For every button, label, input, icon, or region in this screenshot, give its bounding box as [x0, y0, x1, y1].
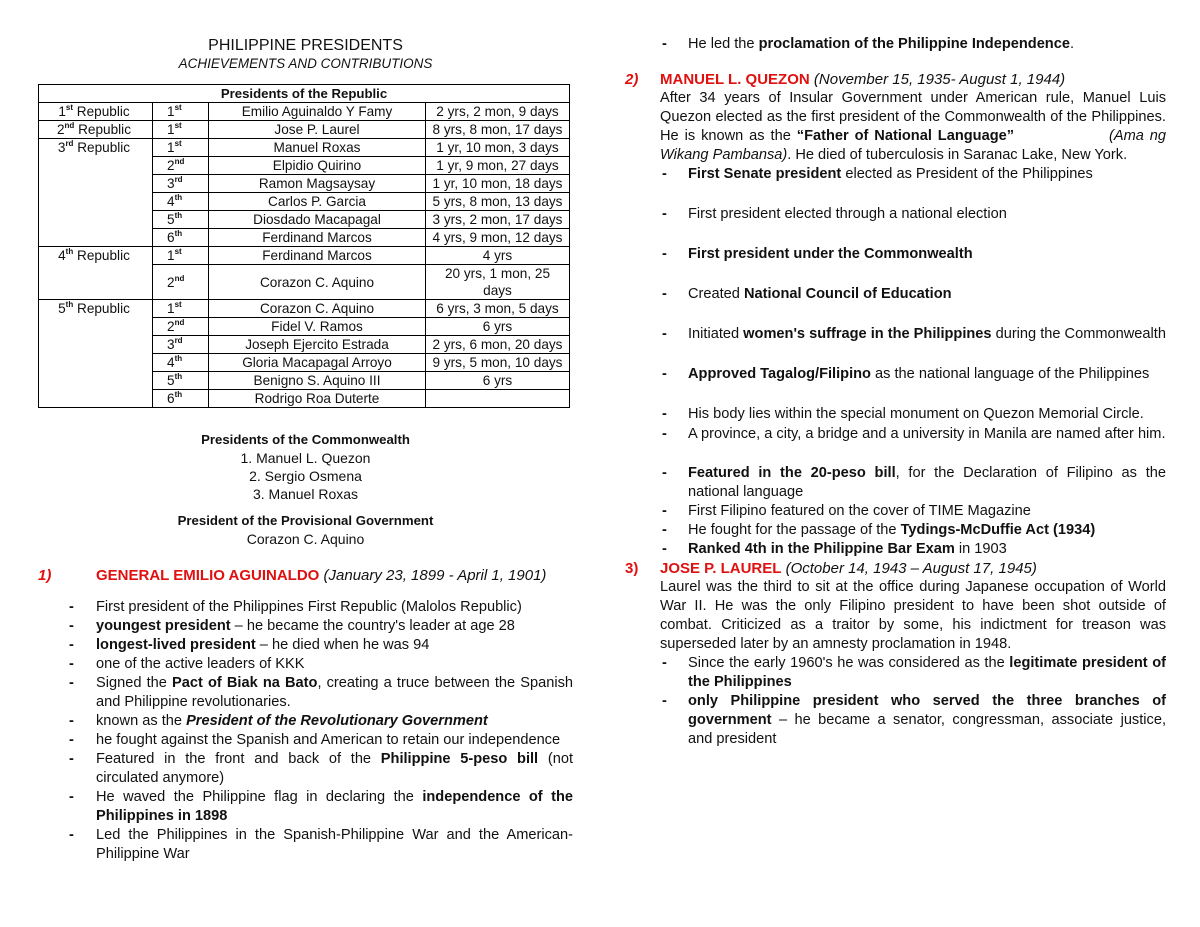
table-cell-republic: 3rd Republic	[39, 139, 153, 157]
table-row	[39, 300, 570, 318]
table-body	[39, 103, 570, 408]
ordinal-suffix: st	[174, 139, 182, 148]
item-text: He fought for the passage of the	[688, 522, 901, 538]
table-cell-name: Rodrigo Roa Duterte	[209, 390, 426, 408]
table-cell-order: 4th	[153, 354, 209, 372]
item-text: elected as President of the Philippines	[841, 166, 1093, 182]
list-item	[660, 285, 1166, 304]
table-cell-term	[426, 390, 570, 408]
item-text: Since the early 1960's he was considered as the	[688, 655, 1010, 671]
ordinal-suffix: st	[65, 103, 73, 112]
list-item	[38, 712, 573, 731]
ordinal-suffix: th	[174, 372, 183, 381]
table-cell-name: Jose P. Laurel	[209, 121, 426, 139]
table-cell-name: Elpidio Quirino	[209, 157, 426, 175]
section-name: JOSE P. LAUREL	[660, 560, 782, 577]
list-item	[38, 674, 573, 712]
list-item	[38, 731, 573, 750]
item-bold: National Council of Education	[743, 286, 952, 302]
ordinal-suffix: th	[174, 354, 183, 363]
table-cell-name: Fidel V. Ramos	[209, 318, 426, 336]
commonwealth-item: 1. Manuel L. Quezon	[240, 450, 371, 466]
list-item	[660, 540, 1166, 559]
item-text: First president of the Philippines First Republic (Malolos Republic)	[96, 599, 522, 615]
table-cell-term: 6 yrs	[426, 318, 570, 336]
item-bold: independence of the Philippines in 1898	[96, 789, 573, 824]
section-number: 3)	[625, 560, 639, 577]
table-cell-name: Benigno S. Aquino III	[209, 372, 426, 390]
ordinal-suffix: th	[65, 300, 74, 310]
table-cell-order: 5th	[153, 372, 209, 390]
page-title: PHILIPPINE PRESIDENTS	[208, 37, 403, 54]
item-bold: First Senate president	[688, 166, 842, 182]
table-cell-order: 1st	[153, 247, 209, 265]
aguinaldo-list	[38, 598, 573, 864]
commonwealth-title: Presidents of the Commonwealth	[201, 432, 410, 447]
table-cell-term: 6 yrs	[426, 372, 570, 390]
list-item	[38, 598, 573, 617]
list-item	[660, 35, 1166, 54]
ordinal-suffix: rd	[65, 139, 74, 149]
quezon-list	[660, 165, 1166, 559]
table-cell-term: 2 yrs, 6 mon, 20 days	[426, 336, 570, 354]
table-cell-name: Carlos P. Garcia	[209, 193, 426, 211]
table-cell-term: 3 yrs, 2 mon, 17 days	[426, 211, 570, 229]
ordinal-suffix: rd	[174, 175, 183, 184]
item-text: (not circulated anymore)	[96, 751, 574, 786]
table-cell-term: 8 yrs, 8 mon, 17 days	[426, 121, 570, 139]
table-cell-order: 2nd	[153, 265, 209, 300]
item-text: , creating a truce between the Spanish and Philippine revolutionaries.	[96, 675, 573, 710]
table-cell-term: 2 yrs, 2 mon, 9 days	[426, 103, 570, 121]
item-text: He led the	[688, 36, 759, 52]
ordinal-suffix: st	[174, 103, 182, 112]
item-text: as the national language of the Philippines	[870, 366, 1150, 382]
table-cell-republic	[39, 336, 153, 354]
ordinal-suffix: st	[174, 247, 182, 256]
table-cell-republic: 5th Republic	[39, 300, 153, 318]
quezon-paragraph	[660, 89, 1166, 165]
table-cell-republic	[39, 193, 153, 211]
ordinal-suffix: nd	[174, 273, 185, 283]
table-row	[39, 157, 570, 175]
ordinal-suffix: th	[65, 247, 74, 257]
ordinal-suffix: th	[174, 229, 183, 238]
table-cell-name: Corazon C. Aquino	[209, 265, 426, 300]
item-text: – he died when he was 94	[255, 637, 430, 653]
item-bold: women's suffrage in the Philippines	[743, 326, 992, 342]
table-cell-republic	[39, 265, 153, 300]
commonwealth-item: 3. Manuel Roxas	[252, 486, 359, 502]
item-bold: proclamation of the Philippine Independence	[758, 36, 1070, 52]
table-cell-order: 5th	[153, 211, 209, 229]
table-row	[39, 103, 570, 121]
table-cell-order: 6th	[153, 390, 209, 408]
ordinal-suffix: th	[174, 193, 183, 202]
table-cell-order: 1st	[153, 139, 209, 157]
item-text: .	[1069, 36, 1075, 52]
table-row	[39, 211, 570, 229]
table-cell-term: 6 yrs, 3 mon, 5 days	[426, 300, 570, 318]
table-header-row	[39, 85, 570, 103]
item-bold: First president under the Commonwealth	[688, 246, 973, 262]
item-text: in 1903	[954, 541, 1007, 557]
list-item	[660, 405, 1166, 424]
list-item	[660, 424, 1166, 445]
commonwealth-item: 2. Sergio Osmena	[249, 468, 362, 484]
ordinal-suffix: nd	[174, 318, 185, 327]
table-cell-republic: 4th Republic	[39, 247, 153, 265]
table-row	[39, 354, 570, 372]
table-cell-republic	[39, 157, 153, 175]
left-column	[38, 0, 573, 864]
list-item	[660, 521, 1166, 540]
table-cell-term: 4 yrs, 9 mon, 12 days	[426, 229, 570, 247]
ordinal-suffix: th	[174, 211, 183, 220]
item-text: Created	[688, 286, 744, 302]
table-cell-order: 1st	[153, 103, 209, 121]
table-cell-republic	[39, 229, 153, 247]
item-bold: Featured in the 20-peso bill	[688, 465, 896, 481]
item-text: known as the	[96, 713, 187, 729]
para-text: . He died of tuberculosis in Saranac Lake, New York.	[787, 147, 1128, 163]
right-column	[625, 0, 1167, 749]
ordinal-suffix: nd	[174, 157, 185, 166]
table-cell-name: Emilio Aguinaldo Y Famy	[209, 103, 426, 121]
table-cell-term: 5 yrs, 8 mon, 13 days	[426, 193, 570, 211]
table-cell-republic	[39, 318, 153, 336]
table-cell-order: 6th	[153, 229, 209, 247]
aguinaldo-list-continued	[660, 35, 1166, 54]
table-cell-term: 1 yr, 9 mon, 27 days	[426, 157, 570, 175]
item-text: Featured in the front and back of the	[96, 751, 381, 767]
item-text: He waved the Philippine flag in declaring the	[96, 789, 423, 805]
list-item	[660, 692, 1166, 749]
list-item	[38, 826, 573, 864]
table-cell-term: 9 yrs, 5 mon, 10 days	[426, 354, 570, 372]
section-heading-aguinaldo	[38, 566, 573, 585]
table-cell-term: 4 yrs	[426, 247, 570, 265]
table-cell-order: 2nd	[153, 318, 209, 336]
table-cell-name: Joseph Ejercito Estrada	[209, 336, 426, 354]
table-cell-republic: 2nd Republic	[39, 121, 153, 139]
list-item	[38, 750, 573, 788]
list-item	[660, 502, 1166, 521]
table-cell-name: Ferdinand Marcos	[209, 247, 426, 265]
table-cell-term: 20 yrs, 1 mon, 25 days	[426, 265, 570, 300]
table-row	[39, 372, 570, 390]
list-item	[38, 617, 573, 636]
item-text: First Filipino featured on the cover of TIME Magazine	[688, 503, 1031, 519]
item-text: – he became the country's leader at age 28	[230, 618, 515, 634]
section-name: GENERAL EMILIO AGUINALDO	[96, 567, 320, 584]
laurel-paragraph: Laurel was the third to sit at the office during Japanese occupation of World War II. He was the only Filipino president to have been shot outside of combat. Criticized as a traitor by some, his indictment for treason was superseded later by an amnesty proclamation in 1948.	[660, 579, 1166, 652]
table-row	[39, 175, 570, 193]
table-cell-term: 1 yr, 10 mon, 18 days	[426, 175, 570, 193]
table-row	[39, 193, 570, 211]
item-bold: Philippine 5-peso bill	[380, 751, 539, 767]
ordinal-suffix: st	[174, 121, 182, 130]
table-cell-order: 1st	[153, 121, 209, 139]
table-header: Presidents of the Republic	[39, 85, 570, 103]
item-bold: longest-lived president	[96, 637, 256, 653]
item-text: Led the Philippines in the Spanish-Philippine War and the American-Philippine War	[96, 827, 573, 862]
item-bold-italic: President of the Revolutionary Government	[186, 713, 488, 729]
ordinal-suffix: rd	[174, 336, 183, 345]
para-bold: “Father of National Language”	[796, 128, 1015, 144]
item-text: His body lies within the special monument on Quezon Memorial Circle.	[688, 406, 1144, 422]
table-cell-republic	[39, 211, 153, 229]
section-number: 2)	[625, 71, 639, 88]
table-cell-name: Ferdinand Marcos	[209, 229, 426, 247]
list-item	[660, 654, 1166, 692]
table-cell-order: 3rd	[153, 336, 209, 354]
list-item	[660, 245, 1166, 264]
table-cell-republic: 1st Republic	[39, 103, 153, 121]
list-item	[660, 464, 1166, 502]
table-row	[39, 265, 570, 300]
item-bold: Ranked 4th in the Philippine Bar Exam	[688, 541, 955, 557]
table-cell-name: Diosdado Macapagal	[209, 211, 426, 229]
table-cell-order: 4th	[153, 193, 209, 211]
item-bold: Pact of Biak na Bato	[172, 675, 318, 691]
section-heading-quezon	[625, 70, 1166, 89]
table-row	[39, 121, 570, 139]
item-text: during the Commonwealth	[991, 326, 1166, 342]
table-row	[39, 318, 570, 336]
item-text: – he became a senator, congressman, associate justice, and president	[688, 712, 1166, 747]
table-cell-republic	[39, 372, 153, 390]
page-subtitle: ACHIEVEMENTS AND CONTRIBUTIONS	[178, 56, 433, 71]
table-cell-order: 3rd	[153, 175, 209, 193]
table-cell-name: Gloria Macapagal Arroyo	[209, 354, 426, 372]
table-cell-name: Corazon C. Aquino	[209, 300, 426, 318]
section-dates: (October 14, 1943 – August 17, 1945)	[785, 560, 1037, 577]
section-heading-laurel	[625, 559, 1166, 578]
section-dates: (January 23, 1899 - April 1, 1901)	[323, 567, 547, 584]
ordinal-suffix: th	[174, 390, 183, 399]
table-cell-order: 1st	[153, 300, 209, 318]
table-cell-order: 2nd	[153, 157, 209, 175]
table-cell-name: Ramon Magsaysay	[209, 175, 426, 193]
item-text: one of the active leaders of KKK	[96, 656, 305, 672]
table-cell-term: 1 yr, 10 mon, 3 days	[426, 139, 570, 157]
section-name: MANUEL L. QUEZON	[660, 71, 810, 88]
list-item	[38, 655, 573, 674]
table-row	[39, 229, 570, 247]
para-italic: (Ama ng Wikang Pambansa)	[660, 128, 1167, 163]
item-bold: youngest president	[96, 618, 231, 634]
para-text: After 34 years of Insular Government under American rule, Manuel Luis Quezon elected as the first president of the Commonwealth of the Philippines. He is known as the	[660, 90, 1166, 144]
table-cell-republic	[39, 390, 153, 408]
table-cell-name: Manuel Roxas	[209, 139, 426, 157]
item-bold: legitimate president of the Philippines	[688, 655, 1166, 690]
list-item	[660, 165, 1166, 184]
table-cell-republic	[39, 354, 153, 372]
table-row	[39, 336, 570, 354]
list-item	[38, 788, 573, 826]
section-dates: (November 15, 1935- August 1, 1944)	[813, 71, 1066, 88]
laurel-list	[660, 654, 1166, 749]
list-item	[660, 325, 1166, 344]
item-bold: only Philippine president who served the three branches of government	[688, 693, 1166, 728]
table-row	[39, 247, 570, 265]
table-row	[39, 139, 570, 157]
ordinal-suffix: nd	[64, 121, 75, 130]
provisional-name: Corazon C. Aquino	[246, 531, 365, 547]
item-text: , for the Declaration of Filipino as the national language	[688, 465, 1166, 500]
item-bold: Approved Tagalog/Filipino	[688, 366, 871, 382]
item-text: he fought against the Spanish and American to retain our independence	[96, 732, 561, 748]
list-item	[38, 636, 573, 655]
table-cell-republic	[39, 175, 153, 193]
section-number: 1)	[38, 567, 52, 584]
presidents-table	[38, 84, 570, 408]
item-text: First president elected through a national election	[688, 206, 1007, 222]
list-item	[660, 365, 1166, 384]
item-text: Initiated	[688, 326, 744, 342]
provisional-title: President of the Provisional Government	[177, 513, 434, 528]
table-row	[39, 390, 570, 408]
ordinal-suffix: st	[174, 300, 182, 309]
list-item	[660, 205, 1166, 224]
item-bold: Tydings-McDuffie Act (1934)	[900, 522, 1096, 538]
item-text: Signed the	[96, 675, 172, 691]
item-text: A province, a city, a bridge and a university in Manila are named after him.	[688, 426, 1166, 442]
